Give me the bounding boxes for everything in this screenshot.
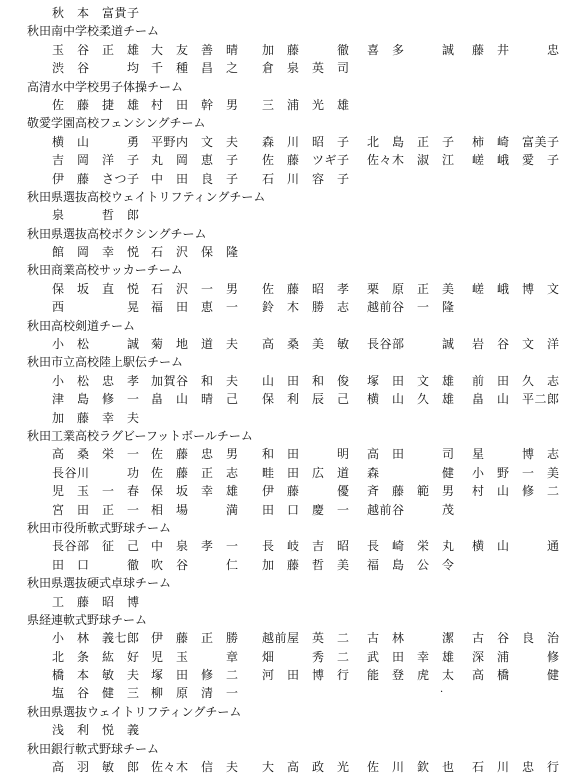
member-name: 津 島 修 一	[52, 392, 140, 407]
team-heading: 秋田県選抜硬式卓球チーム	[27, 576, 172, 591]
member-row	[0, 721, 570, 739]
member-name: 栗 原 正 美	[367, 281, 455, 296]
member-name: 保 坂 直 悦	[52, 281, 140, 296]
member-name: 柳 原 清 一	[151, 686, 239, 701]
member-name: 畠 山 平二郎	[472, 392, 560, 407]
member-name: 石 川 容 子	[262, 171, 350, 186]
member-name: 高 羽 敏 郎	[52, 760, 140, 775]
stray-mark: ·	[440, 687, 444, 699]
member-name: 長 崎 栄 丸	[367, 539, 455, 554]
member-row	[0, 151, 570, 169]
member-name: 横 山 久 雄	[367, 392, 455, 407]
member-name: 中 泉 孝 一	[151, 539, 239, 554]
member-name: 館 岡 幸 悦	[52, 245, 140, 260]
member-name: 加賀谷 和 夫	[151, 373, 239, 388]
member-name: 児 玉 章	[151, 649, 239, 664]
member-row	[0, 593, 570, 611]
member-name: 橋 本 敏 夫	[52, 668, 140, 683]
member-name: 森 川 昭 子	[262, 134, 350, 149]
member-name: 宮 田 正 一	[52, 502, 140, 517]
member-name: 石 沢 一 男	[151, 281, 239, 296]
member-name: 千 種 昌 之	[151, 61, 239, 76]
member-name: 大 友 善 晴	[151, 42, 239, 57]
member-name: 越前谷 一 隆	[367, 300, 455, 315]
member-name: 畠 山 晴 己	[151, 392, 239, 407]
member-row	[0, 335, 570, 353]
member-name: 村 田 幹 男	[151, 97, 239, 112]
member-name: 保 利 辰 己	[262, 392, 350, 407]
team-heading: 秋田工業高校ラグビーフットボールチーム	[27, 428, 253, 443]
member-row	[0, 684, 570, 702]
team-heading: 秋田商業高校サッカーチーム	[27, 263, 183, 278]
member-name: 横 山 通	[472, 539, 560, 554]
member-name: 古 林 潔	[367, 631, 455, 646]
member-name: 村 山 修 二	[472, 484, 560, 499]
member-name: 石 川 忠 行	[472, 760, 560, 775]
member-name: 伊 藤 正 勝	[151, 631, 239, 646]
member-name: 倉 泉 英 司	[262, 61, 350, 76]
member-name: 佐々木 信 夫	[151, 760, 239, 775]
member-row	[0, 390, 570, 408]
member-name: 高 田 司	[367, 447, 455, 462]
member-name: 玉 谷 正 雄	[52, 42, 140, 57]
member-name: 佐 藤 ツギ子	[262, 153, 350, 168]
member-name: 斉 藤 範 男	[367, 484, 455, 499]
member-row	[0, 170, 570, 188]
member-row	[0, 666, 570, 684]
member-name: 前 田 久 志	[472, 373, 560, 388]
member-name: 星 博 志	[472, 447, 560, 462]
team-heading: 秋田銀行軟式野球チーム	[27, 741, 160, 756]
member-name: 小 松 忠 孝	[52, 373, 140, 388]
member-name: 佐 藤 捷 雄	[52, 97, 140, 112]
member-row	[0, 298, 570, 316]
member-name: 越前屋 英 二	[262, 631, 350, 646]
member-name: 北 島 正 子	[367, 134, 455, 149]
team-heading: 秋田県選抜高校ボクシングチーム	[27, 226, 207, 241]
member-name: 中 田 良 子	[151, 171, 239, 186]
member-name: 福 田 恵 一	[151, 300, 239, 315]
member-name: 泉 哲 郎	[52, 208, 140, 223]
team-heading: 秋田高校剣道チーム	[27, 318, 136, 333]
member-name: 藤 井 忠	[472, 42, 560, 57]
team-heading: 県経連軟式野球チーム	[27, 612, 148, 627]
member-name: 小 林 義七郎	[52, 631, 140, 646]
member-row	[0, 4, 570, 22]
member-name: 鈴 木 勝 志	[262, 300, 350, 315]
member-name: 福 島 公 令	[367, 557, 455, 572]
member-name: 平野内 文 夫	[151, 134, 239, 149]
member-name: 小 野 一 美	[472, 465, 560, 480]
member-name: 渋 谷 均	[52, 61, 140, 76]
member-name: 菊 地 道 夫	[151, 337, 239, 352]
member-row	[0, 501, 570, 519]
team-heading: 秋田南中学校柔道チーム	[27, 24, 160, 39]
member-name: 長谷部 誠	[367, 337, 455, 352]
team-heading: 秋田市立高校陸上駅伝チーム	[27, 355, 184, 370]
member-row	[0, 372, 570, 390]
member-name: 古 谷 良 治	[472, 631, 560, 646]
member-name: 佐 藤 忠 男	[151, 447, 239, 462]
member-name: 吹 谷 仁	[151, 557, 239, 572]
member-name: 石 沢 保 隆	[151, 245, 239, 260]
member-name: 塩 谷 健 三	[52, 686, 140, 701]
member-name: 佐 藤 昭 孝	[262, 281, 350, 296]
member-row	[0, 409, 570, 427]
member-row	[0, 464, 570, 482]
member-name: 能 登 虎 太	[367, 668, 455, 683]
member-name: 伊 藤 さつ子	[52, 171, 140, 186]
member-name: 長 岐 吉 昭	[262, 539, 350, 554]
member-name: 田 口 慶 一	[262, 502, 350, 517]
member-name: 北 条 紘 好	[52, 649, 140, 664]
member-name: 加 藤 幸 夫	[52, 410, 140, 425]
member-name: 浅 利 悦 義	[52, 723, 140, 738]
member-name: 越前谷 茂	[367, 502, 455, 517]
member-name: 嵯 峨 博 文	[472, 281, 560, 296]
team-heading: 敬愛学園高校フェンシングチーム	[27, 116, 206, 131]
team-heading: 秋田県選抜高校ウェイトリフティングチーム	[27, 189, 266, 204]
member-name: 伊 藤 優	[262, 484, 350, 499]
member-row	[0, 445, 570, 463]
member-name: 秋 本 富貴子	[52, 6, 140, 20]
member-row	[0, 243, 570, 261]
member-name: 児 玉 一 春	[52, 484, 140, 499]
member-name: 嵯 峨 愛 子	[472, 153, 560, 168]
team-heading: 秋田県選抜ウェイトリフティングチーム	[27, 704, 242, 719]
member-name: 工 藤 昭 博	[52, 594, 140, 609]
member-name: 深 浦 修	[472, 649, 560, 664]
member-name: 高 桑 栄 一	[52, 447, 140, 462]
member-name: 大 高 政 光	[262, 760, 350, 775]
member-name: 西 晃	[52, 300, 140, 315]
member-name: 河 田 博 行	[262, 668, 350, 683]
member-name: 森 健	[367, 465, 455, 480]
member-name: 丸 岡 恵 子	[151, 153, 239, 168]
member-name: 畦 田 広 道	[262, 465, 350, 480]
team-heading: 秋田市役所軟式野球チーム	[27, 520, 172, 535]
member-name: 加 藤 徹	[262, 42, 350, 57]
member-name: 長谷川 功	[52, 465, 140, 480]
member-name: 武 田 幸 雄	[367, 649, 455, 664]
member-name: 佐 藤 正 志	[151, 465, 239, 480]
member-name: 塚 田 文 雄	[367, 373, 455, 388]
member-name: 横 山 勇	[52, 134, 140, 149]
member-name: 高 橋 健	[472, 668, 560, 683]
member-row	[0, 41, 570, 59]
member-name: 和 田 明	[262, 447, 350, 462]
member-row	[0, 629, 570, 647]
member-name: 三 浦 光 雄	[262, 97, 350, 112]
member-row	[0, 758, 570, 776]
member-row	[0, 556, 570, 574]
member-name: 喜 多 誠	[367, 42, 455, 57]
member-name: 相 場 満	[151, 502, 239, 517]
member-name: 山 田 和 俊	[262, 373, 350, 388]
member-row	[0, 59, 570, 77]
member-row	[0, 537, 570, 555]
member-name: 柿 崎 富美子	[472, 134, 560, 149]
member-row	[0, 482, 570, 500]
member-name: 岩 谷 文 洋	[472, 337, 560, 352]
member-row	[0, 648, 570, 666]
member-row	[0, 280, 570, 298]
member-name: 長谷部 征 己	[52, 539, 140, 554]
member-row	[0, 96, 570, 114]
member-name: 佐々木 淑 江	[367, 153, 455, 168]
member-name: 田 口 徹	[52, 557, 140, 572]
team-heading: 高清水中学校男子体操チーム	[27, 79, 184, 94]
member-name: 塚 田 修 二	[151, 668, 239, 683]
member-name: 加 藤 哲 美	[262, 557, 350, 572]
member-name: 高 桑 美 敏	[262, 337, 350, 352]
member-name: 保 坂 幸 雄	[151, 484, 239, 499]
member-name: 小 松 誠	[52, 337, 140, 352]
member-name: 畑 秀 二	[262, 649, 350, 664]
member-name: 吉 岡 洋 子	[52, 153, 140, 168]
member-row	[0, 133, 570, 151]
member-name: 佐 川 欽 也	[367, 760, 455, 775]
member-row	[0, 206, 570, 224]
